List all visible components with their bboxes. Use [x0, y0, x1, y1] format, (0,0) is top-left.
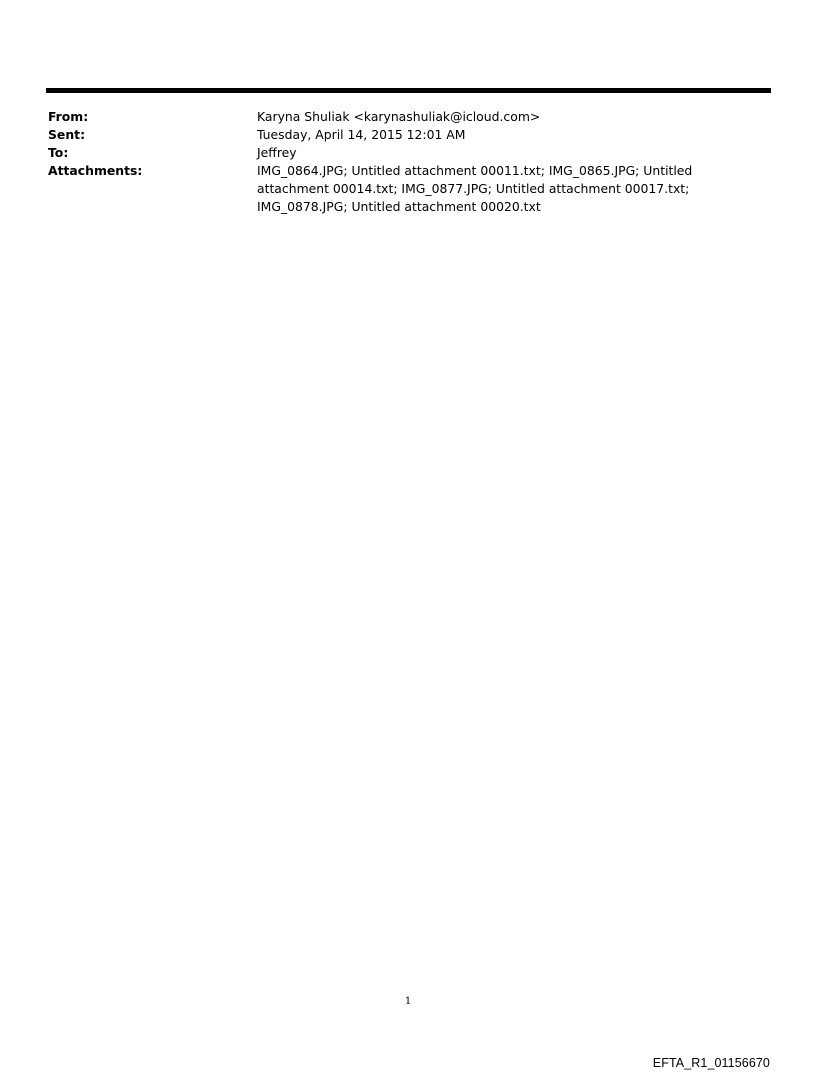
email-header: [48, 108, 768, 216]
from-value: Karyna Shuliak <karynashuliak@icloud.com>: [257, 109, 541, 124]
sent-label: Sent:: [48, 127, 86, 142]
page-number: 1: [404, 996, 412, 1007]
sent-row: [48, 126, 768, 144]
from-row: [48, 108, 768, 126]
attachments-row: [48, 162, 768, 216]
document-id: EFTA_R1_01156670: [652, 1056, 770, 1070]
sent-value: Tuesday, April 14, 2015 12:01 AM: [257, 127, 466, 142]
attachments-value: IMG_0864.JPG; Untitled attachment 00011.txt; IMG_0865.JPG; Untitled attachment 00014.txt; IMG_0877.JPG; Untitled attachment 00017.txt; IMG_0878.JPG; Untitled attachment 00020.txt: [257, 163, 693, 214]
to-label: To:: [48, 145, 69, 160]
attachments-label: Attachments:: [48, 163, 143, 178]
to-value: Jeffrey: [257, 145, 297, 160]
to-row: [48, 144, 768, 162]
from-label: From:: [48, 109, 89, 124]
header-divider: [46, 88, 771, 93]
